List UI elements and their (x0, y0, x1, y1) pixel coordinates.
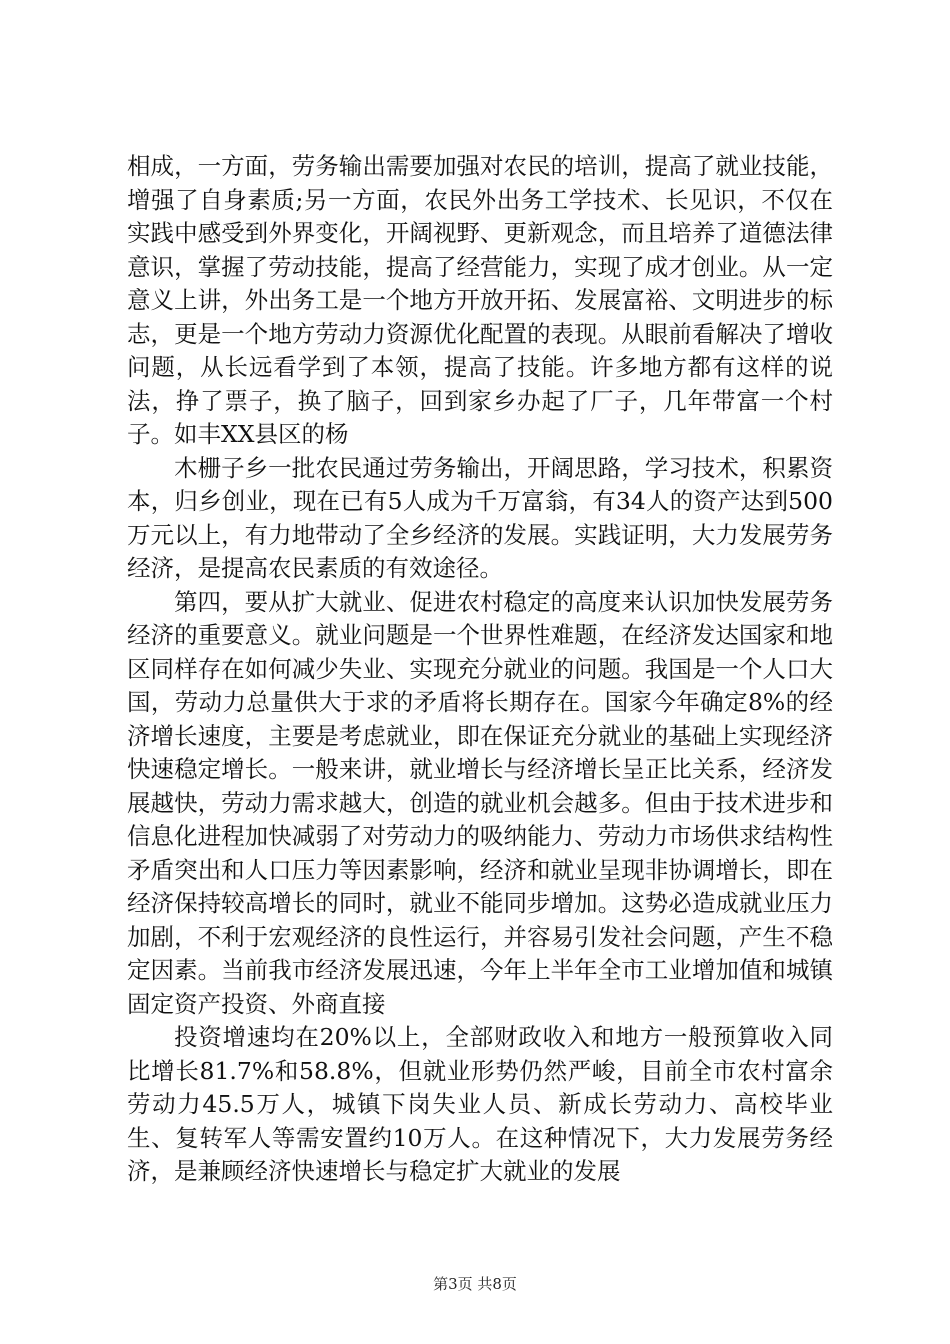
paragraph-2: 木栅子乡一批农民通过劳务输出，开阔思路，学习技术，积累资本，归乡创业，现在已有5人成为千万富翁，有34人的资产达到500万元以上，有力地带动了全乡经济的发展。实践证明，大力发展劳务经济，是提高农民素质的有效途径。 (127, 453, 833, 582)
paragraph-4: 投资增速均在20%以上，全部财政收入和地方一般预算收入同比增长81.7%和58.8%，但就业形势仍然严峻，目前全市农村富余劳动力45.5万人，城镇下岗失业人员、新成长劳动力、高校毕业生、复转军人等需安置约10万人。在这种情况下，大力发展劳务经济，是兼顾经济快速增长与稳定扩大就业的发展 (127, 1023, 833, 1185)
paragraph-3: 第四，要从扩大就业、促进农村稳定的高度来认识加快发展劳务经济的重要意义。就业问题是一个世界性难题，在经济发达国家和地区同样存在如何减少失业、实现充分就业的问题。我国是一个人口大国，劳动力总量供大于求的矛盾将长期存在。国家今年确定8%的经济增长速度，主要是考虑就业，即在保证充分就业的基础上实现经济快速稳定增长。一般来讲，就业增长与经济增长呈正比关系，经济发展越快，劳动力需求越大，创造的就业机会越多。但由于技术进步和信息化进程加快减弱了对劳动力的吸纳能力、劳动力市场供求结构性矛盾突出和人口压力等因素影响，经济和就业呈现非协调增长，即在经济保持较高增长的同时，就业不能同步增加。这势必造成就业压力加剧，不利于宏观经济的良性运行，并容易引发社会问题，产生不稳定因素。当前我市经济发展迅速，今年上半年全市工业增加值和城镇固定资产投资、外商直接 (127, 587, 833, 1018)
document-body (127, 150, 833, 1189)
page-number-footer: 第3页 共8页 (433, 1275, 517, 1293)
paragraph-1: 相成，一方面，劳务输出需要加强对农民的培训，提高了就业技能，增强了自身素质;另一方面，农民外出务工学技术、长见识，不仅在实践中感受到外界变化，开阔视野、更新观念，而且培养了道德法律意识，掌握了劳动技能，提高了经营能力，实现了成才创业。从一定意义上讲，外出务工是一个地方开放开拓、发展富裕、文明进步的标志，更是一个地方劳动力资源优化配置的表现。从眼前看解决了增收问题，从长远看学到了本领，提高了技能。许多地方都有这样的说法，挣了票子，换了脑子，回到家乡办起了厂子，几年带富一个村子。如丰XX县区的杨 (127, 152, 833, 448)
